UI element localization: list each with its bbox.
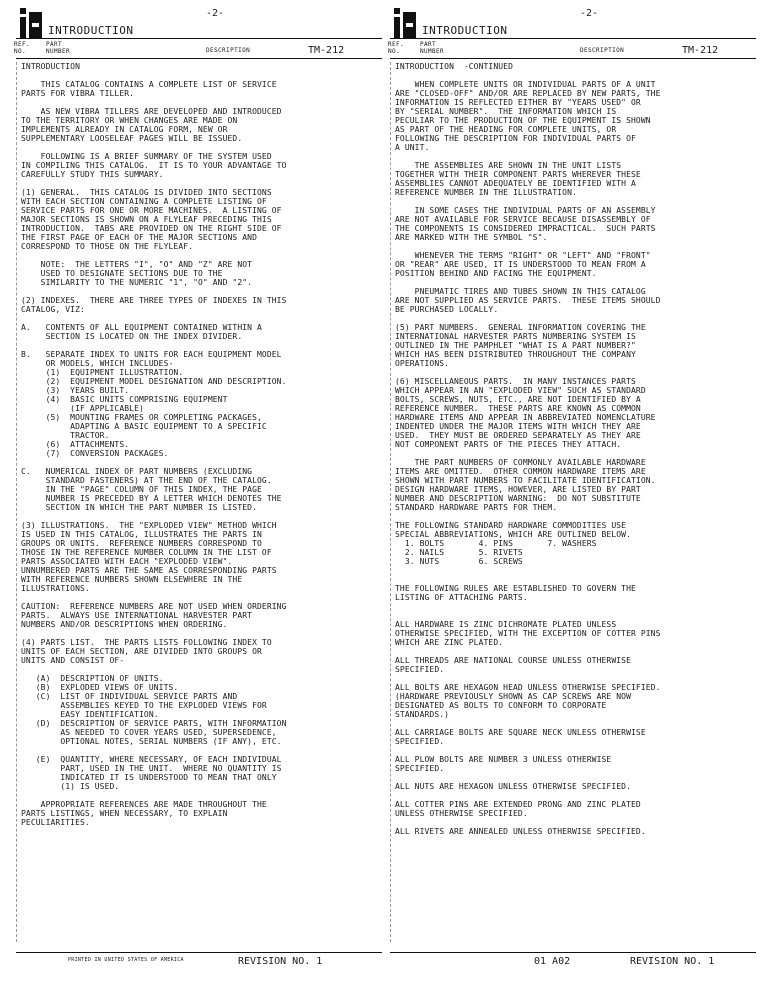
ih-logo-icon <box>20 8 42 38</box>
paragraph: (E) QUANTITY, WHERE NECESSARY, OF EACH INDIVIDUAL PART, USED IN THE UNIT. WHERE NO QUANTITY IS INDICATED IT IS UNDERSTOOD TO MEAN THAT ONLY (1) IS USED. <box>35 755 282 791</box>
paragraph-gap <box>395 368 756 377</box>
body-text <box>390 62 756 942</box>
paragraph: ALL THREADS ARE NATIONAL COURSE UNLESS OTHERWISE SPECIFIED. <box>395 656 631 674</box>
part-number-label: PART NUMBER <box>420 41 445 55</box>
tm-number: TM-212 <box>682 45 719 56</box>
paragraph: CAUTION: REFERENCE NUMBERS ARE NOT USED WHEN ORDERING PARTS. ALWAYS USE INTERNATIONAL HARVESTER PART NUMBERS AND/OR DESCRIPTIONS WHEN ORDERING. <box>21 602 287 629</box>
paragraph-gap <box>21 791 382 800</box>
paragraph-gap <box>21 746 382 755</box>
revision-number: REVISION NO. 1 <box>630 956 715 967</box>
paragraph-gap <box>21 143 382 152</box>
ref-no-label: REF. NO. <box>14 41 31 55</box>
paragraph: ALL COTTER PINS ARE EXTENDED PRONG AND ZINC PLATED UNLESS OTHERWISE SPECIFIED. <box>395 800 641 818</box>
paragraph-gap <box>21 341 382 350</box>
header-rule-lower <box>390 58 756 59</box>
left-page <box>16 0 382 1000</box>
paragraph: C. NUMERICAL INDEX OF PART NUMBERS (EXCLUDING STANDARD FASTENERS) AT THE END OF THE CATALOG. IN THE "PAGE" COLUMN OF THIS INDEX, THE PAGE NUMBER IS PRECEDED BY A LETTER WHICH DENOTES THE SECTION IN WHICH THE PART NUMBER IS LISTED. <box>21 467 282 512</box>
paragraph: THE FOLLOWING STANDARD HARDWARE COMMODITIES USE SPECIAL ABBREVIATIONS, WHICH ARE OUTLINED BELOW. 1. BOLTS 4. PINS 7. WASHERS 2. NAILS 5. RIVETS 3. NUTS 6. SCREWS <box>395 521 631 566</box>
page-footer <box>390 952 756 992</box>
paragraph-gap <box>21 593 382 602</box>
section-title: INTRODUCTION <box>48 24 134 37</box>
paragraph-gap <box>395 449 756 458</box>
paragraph-gap <box>21 314 382 323</box>
description-label: DESCRIPTION <box>580 47 625 54</box>
page-number: -2- <box>206 8 225 19</box>
paragraph: (2) INDEXES. THERE ARE THREE TYPES OF INDEXES IN THIS CATALOG, VIZ: <box>21 296 287 314</box>
tm-number: TM-212 <box>308 45 345 56</box>
paragraph-gap <box>395 647 756 656</box>
part-number-label: PART NUMBER <box>46 41 71 55</box>
paragraph: ALL NUTS ARE HEXAGON UNLESS OTHERWISE SPECIFIED. <box>395 782 631 791</box>
paragraph: (5) PART NUMBERS. GENERAL INFORMATION COVERING THE INTERNATIONAL HARVESTER PARTS NUMBERING SYSTEM IS OUTLINED IN THE PAMPHLET "WHAT IS A PART NUMBER?" WHICH HAS BEEN DISTRIBUTED THROUGHOUT THE COMPANY OPERATIONS. <box>395 323 646 368</box>
paragraph: THE PART NUMBERS OF COMMONLY AVAILABLE HARDWARE ITEMS ARE OMITTED. OTHER COMMON HARDWARE ITEMS ARE SHOWN WITH PART NUMBERS TO FACILITATE IDENTIFICATION. DESIGN HARDWARE ITEMS, HOWEVER, ARE LISTED BY PART NUMBER AND DESCRIPTION WARNING: DO NOT SUBSTITUTE STANDARD HARDWARE PARTS FOR THEM. <box>395 458 656 512</box>
paragraph: NOTE: THE LETTERS "I", "O" AND "Z" ARE NOT USED TO DESIGNATE SECTIONS DUE TO THE SIMILARITY TO THE NUMERIC "1", "O" AND "2". <box>40 260 253 287</box>
paragraph-gap <box>395 314 756 323</box>
paragraph: WHENEVER THE TERMS "RIGHT" OR "LEFT" AND "FRONT" OR "REAR" ARE USED, IT IS UNDERSTOOD TO MEAN FROM A POSITION BEHIND AND FACING THE EQUIPMENT. <box>395 251 651 278</box>
paragraph-gap <box>395 575 756 584</box>
paragraph-gap <box>21 665 382 674</box>
paragraph: THE ASSEMBLIES ARE SHOWN IN THE UNIT LISTS TOGETHER WITH THEIR COMPONENT PARTS WHEREVER THESE ASSEMBLIES CANNOT ADEQUATELY BE IDENTIFIED WITH A REFERENCE NUMBER IN THE ILLUSTRATION. <box>395 161 641 197</box>
paragraph-gap <box>395 197 756 206</box>
paragraph: B. SEPARATE INDEX TO UNITS FOR EACH EQUIPMENT MODEL OR MODELS, WHICH INCLUDES- (1) EQUIPMENT ILLUSTRATION. (2) EQUIPMENT MODEL DESIGNATION AND DESCRIPTION. (3) YEARS BUILT. (4) BASIC UNITS COMPRISING EQUIPMENT (IF APPLICABLE) (5) MOUNTING FRAMES OR COMPLETING PACKAGES, ADAPTING A BASIC EQUIPMENT TO A SPECIFIC TRACTOR. (6) ATTACHMENTS. (7) CONVERSION PACKAGES. <box>21 350 287 458</box>
paragraph: ALL CARRIAGE BOLTS ARE SQUARE NECK UNLESS OTHERWISE SPECIFIED. <box>395 728 646 746</box>
paragraph-gap <box>395 773 756 782</box>
paragraph: ALL HARDWARE IS ZINC DICHROMATE PLATED UNLESS OTHERWISE SPECIFIED, WITH THE EXCEPTION OF COTTER PINS WHICH ARE ZINC PLATED. <box>395 620 661 647</box>
header-rule <box>390 38 756 39</box>
paragraph-gap <box>395 566 756 575</box>
section-heading: INTRODUCTION <box>21 62 80 71</box>
paragraph-gap <box>395 71 756 80</box>
paragraph: FOLLOWING IS A BRIEF SUMMARY OF THE SYSTEM USED IN COMPILING THIS CATALOG. IT IS TO YOUR ADVANTAGE TO CAREFULLY STUDY THIS SUMMARY. <box>21 152 287 179</box>
header-rule-lower <box>16 58 382 59</box>
paragraph-gap <box>21 629 382 638</box>
paragraph-gap <box>395 818 756 827</box>
paragraph-gap <box>21 71 382 80</box>
paragraph: ALL PLOW BOLTS ARE NUMBER 3 UNLESS OTHERWISE SPECIFIED. <box>395 755 612 773</box>
paragraph-gap <box>21 458 382 467</box>
body-text <box>16 62 382 942</box>
printed-in-notice: PRINTED IN UNITED STATES OF AMERICA <box>68 957 184 963</box>
paragraph: AS NEW VIBRA TILLERS ARE DEVELOPED AND INTRODUCED TO THE TERRITORY OR WHEN CHANGES ARE MADE ON IMPLEMENTS ALREADY IN CATALOG FORM, NEW OR SUPPLEMENTARY LOOSELEAF PAGES WILL BE ISSUED. <box>21 107 282 143</box>
paragraph-gap <box>395 152 756 161</box>
paragraph-gap <box>395 674 756 683</box>
paragraph-gap <box>395 791 756 800</box>
section-title: INTRODUCTION <box>422 24 508 37</box>
paragraph-gap <box>395 611 756 620</box>
paragraph: PNEUMATIC TIRES AND TUBES SHOWN IN THIS CATALOG ARE NOT SUPPLIED AS SERVICE PARTS. THESE ITEMS SHOULD BE PURCHASED LOCALLY. <box>395 287 661 314</box>
paragraph-gap <box>395 602 756 611</box>
paragraph: (6) MISCELLANEOUS PARTS. IN MANY INSTANCES PARTS WHICH APPEAR IN AN "EXPLODED VIEW" SUCH AS STANDARD BOLTS, SCREWS, NUTS, ETC., ARE NOT IDENTIFIED BY A REFERENCE NUMBER. THESE PARTS ARE KNOWN AS COMMON HARDWARE ITEMS AND APPEAR IN ABBREVIATED NOMENCLATURE INDENTED UNDER THE MAJOR ITEMS WITH WHICH THEY ARE USED. THEY MUST BE ORDERED SEPARATELY AS THEY ARE NOT COMPONENT PARTS OF THE PIECES THEY ATTACH. <box>395 377 656 449</box>
ref-no-label: REF. NO. <box>388 41 405 55</box>
footer-rule <box>390 952 756 953</box>
section-heading: INTRODUCTION -CONTINUED <box>395 62 513 71</box>
paragraph-gap <box>395 746 756 755</box>
paragraph-gap <box>395 278 756 287</box>
page-code: 01 A02 <box>534 956 571 967</box>
paragraph: A. CONTENTS OF ALL EQUIPMENT CONTAINED WITHIN A SECTION IS LOCATED ON THE INDEX DIVIDER. <box>21 323 262 341</box>
paragraph-gap <box>21 251 382 260</box>
paragraph: WHEN COMPLETE UNITS OR INDIVIDUAL PARTS OF A UNIT ARE "CLOSED-OFF" AND/OR ARE REPLACED BY NEW PARTS, THE INFORMATION IS REFLECTED EITHER BY "YEARS USED" OR BY "SERIAL NUMBER". THE INFORMATION WHICH IS PECULIAR TO THE PRODUCTION OF THE EQUIPMENT IS SHOWN AS PART OF THE HEADING FOR COMPLETE UNITS, OR FOLLOWING THE DESCRIPTION FOR INDIVIDUAL PARTS OF A UNIT. <box>395 80 661 152</box>
revision-number: REVISION NO. 1 <box>238 956 323 967</box>
paragraph: (1) GENERAL. THIS CATALOG IS DIVIDED INTO SECTIONS WITH EACH SECTION CONTAINING A COMPLETE LISTING OF SERVICE PARTS FOR ONE OR MORE MACHINES. A LISTING OF MAJOR SECTIONS IS SHOWN ON A FLYLEAF PRECEDING THIS INTRODUCTION. TABS ARE PROVIDED ON THE RIGHT SIDE OF THE FIRST PAGE OF EACH OF THE MAJOR SECTIONS AND CORRESPOND TO THOSE ON THE FLYLEAF. <box>21 188 282 251</box>
paragraph: THE FOLLOWING RULES ARE ESTABLISHED TO GOVERN THE LISTING OF ATTACHING PARTS. <box>395 584 636 602</box>
paragraph-gap <box>21 287 382 296</box>
paragraph: APPROPRIATE REFERENCES ARE MADE THROUGHOUT THE PARTS LISTINGS, WHEN NECESSARY, TO EXPLAIN PECULIARITIES. <box>21 800 267 827</box>
paragraph: IN SOME CASES THE INDIVIDUAL PARTS OF AN ASSEMBLY ARE NOT AVAILABLE FOR SERVICE BECAUSE DISASSEMBLY OF THE COMPONENTS IS CONSIDERED IMPRACTICAL. SUCH PARTS ARE MARKED WITH THE SYMBOL "S". <box>395 206 656 242</box>
paragraph-gap <box>395 512 756 521</box>
right-page <box>390 0 756 1000</box>
paragraph: (3) ILLUSTRATIONS. THE "EXPLODED VIEW" METHOD WHICH IS USED IN THIS CATALOG, ILLUSTRATES THE PARTS IN GROUPS OR UNITS. REFERENCE NUMBERS CORRESPOND TO THOSE IN THE REFERENCE NUMBER COLUMN IN THE LIST OF PARTS ASSOCIATED WITH EACH "EXPLODED VIEW". UNNUMBERED PARTS ARE THE SAME AS CORRESPONDING PARTS WITH REFERENCE NUMBERS SHOWN ELSEWHERE IN THE ILLUSTRATIONS. <box>21 521 277 593</box>
page-footer <box>16 952 382 992</box>
paragraph-gap <box>21 512 382 521</box>
ih-logo-icon <box>394 8 416 38</box>
description-label: DESCRIPTION <box>206 47 251 54</box>
paragraph-gap <box>395 242 756 251</box>
header-rule <box>16 38 382 39</box>
paragraph-gap <box>21 179 382 188</box>
paragraph: ALL RIVETS ARE ANNEALED UNLESS OTHERWISE SPECIFIED. <box>395 827 646 836</box>
footer-rule <box>16 952 382 953</box>
page-number: -2- <box>580 8 599 19</box>
paragraph: (A) DESCRIPTION OF UNITS. (B) EXPLODED VIEWS OF UNITS. (C) LIST OF INDIVIDUAL SERVICE PARTS AND ASSEMBLIES KEYED TO THE EXPLODED VIEWS FOR EASY IDENTIFICATION. (D) DESCRIPTION OF SERVICE PARTS, WITH INFORMATION AS NEEDED TO COVER YEARS USED, SUPERSEDENCE, OPTIONAL NOTES, SERIAL NUMBERS (IF ANY), ETC. <box>35 674 287 746</box>
paragraph-gap <box>395 719 756 728</box>
paragraph: (4) PARTS LIST. THE PARTS LISTS FOLLOWING INDEX TO UNITS OF EACH SECTION, ARE DIVIDED INTO GROUPS OR UNITS AND CONSIST OF- <box>21 638 272 665</box>
paragraph-gap <box>21 98 382 107</box>
paragraph: THIS CATALOG CONTAINS A COMPLETE LIST OF SERVICE PARTS FOR VIBRA TILLER. <box>21 80 277 98</box>
paragraph: ALL BOLTS ARE HEXAGON HEAD UNLESS OTHERWISE SPECIFIED. (HARDWARE PREVIOUSLY SHOWN AS CAP SCREWS ARE NOW DESIGNATED AS BOLTS TO CONFORM TO CORPORATE STANDARDS.) <box>395 683 661 719</box>
